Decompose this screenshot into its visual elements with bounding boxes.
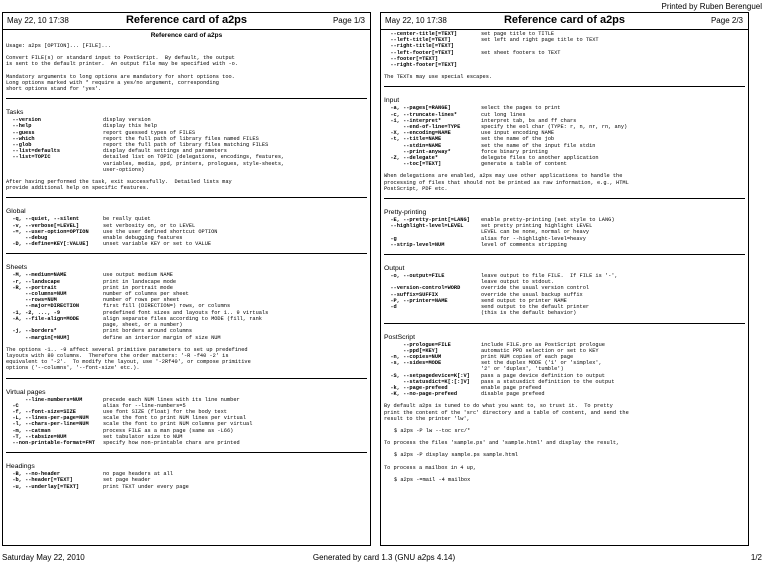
option-description: define an interior margin of size NUM [103, 334, 221, 341]
option-list [6, 216, 367, 247]
option-flag: -i, --interpret* [384, 117, 442, 124]
option-description: set the name of the job [481, 136, 555, 143]
printed-by: Printed by Ruben Berenguel [661, 2, 762, 11]
option-flag: --stdin=NAME [384, 142, 442, 149]
option-description: display version [103, 117, 151, 124]
section-title: Virtual pages [6, 388, 46, 396]
option-flag: --footer[=TEXT] [384, 55, 439, 62]
option-flag: -K, --no-page-prefeed [384, 391, 458, 398]
option-flag: --version-control=WORD [384, 285, 461, 292]
option-flag: -n, --copies=NUM [384, 353, 442, 360]
option-list [384, 273, 745, 316]
option-description: set verbosity on, or to LEVEL [103, 222, 196, 229]
header-title: Reference card of a2ps [503, 14, 626, 26]
option-flag: --ppd[=KEY] [384, 347, 439, 354]
option-list [6, 272, 367, 340]
option-description: automatic PPD selection or set to KEY [481, 347, 599, 354]
section-title: Output [384, 265, 405, 273]
option-description: select the pages to print [481, 105, 561, 112]
option-description: cut long lines [481, 111, 526, 118]
option-description: alias for --line-numbers=5 [103, 402, 186, 409]
section-postscript [384, 334, 745, 398]
option-flag: --columns=NUM [6, 291, 67, 298]
paragraph: To process a mailbox in 4 up, [384, 464, 477, 471]
option-flag: -X, --encoding=NAME [384, 130, 451, 137]
option-description: precede each NUM lines with its line number [103, 396, 240, 403]
option-flag: -c, --truncate-lines* [384, 111, 458, 118]
option-flag: --list=TOPIC [6, 154, 51, 161]
option-flag: --left-footer[=TEXT] [384, 49, 454, 56]
section-headings [6, 463, 367, 490]
option-flag: -q, --quiet, --silent [6, 216, 80, 223]
option-description: display this help [103, 123, 158, 130]
option-flag: -=, --user-option=OPTION [6, 228, 89, 235]
paragraph: The options -1.. -9 affect several primitive parameters to set up predefined layouts with 80 columns. Therefore the order matters: '-R -f40 -2' is equivalent to '-2'. To modify the layout, use '-2Rf40', or compose primitive options ('--columns', '--font-size' etc.). [6, 346, 251, 372]
option-flag: --non-printable-format=FMT [6, 439, 96, 446]
option-description: print NUM copies of each page [481, 353, 574, 360]
option-flag: -a, --pages[=RANGE] [384, 105, 451, 112]
option-flag: --statusdict=K[:[:]V] [384, 378, 470, 385]
section-title: Headings [6, 463, 35, 471]
option-description: detailed list on TOPIC (delegations, encodings, features, variables, media, ppd, printers, prologues, style-sheets, user-options) [103, 154, 285, 173]
option-description: specify how non-printable chars are printed [103, 439, 240, 446]
section-title: Input [384, 97, 400, 105]
option-description: enable page prefeed [481, 384, 542, 391]
code-example: $ a2ps -P lw --toc src/* [394, 427, 471, 434]
option-description: set pretty printing highlight LEVEL LEVEL can be none, normal or heavy [481, 223, 593, 236]
option-flag: -r, --landscape [6, 278, 61, 285]
option-row [384, 304, 745, 316]
option-list [384, 342, 745, 398]
option-description: set tabulator size to NUM [103, 433, 183, 440]
option-flag: --end-of-line=TYPE [384, 124, 461, 131]
header-date: May 22, 10 17:38 [7, 16, 69, 25]
section-divider [6, 452, 367, 453]
page-left [2, 12, 371, 546]
option-flag: -u, --underlay[=TEXT] [6, 483, 80, 490]
option-description: set the name of the input file stdin [481, 142, 596, 149]
option-flag: --list=defaults [6, 148, 61, 155]
option-flag: -Z, --delegate* [384, 155, 439, 162]
option-description: use the user defined shortcut OPTION [103, 228, 218, 235]
section-title: Global [6, 208, 26, 216]
option-flag: -f, --font-size=SIZE [6, 408, 76, 415]
option-list [384, 31, 745, 68]
page-header [381, 13, 748, 30]
option-description: be really quiet [103, 216, 151, 223]
option-description: delegate files to another application [481, 155, 599, 162]
option-description: override the usual backup suffix [481, 291, 583, 298]
option-row [6, 154, 367, 173]
section-input [384, 97, 745, 167]
code-example: $ a2ps -P display sample.ps sample.html [394, 452, 518, 459]
section-divider [384, 86, 745, 87]
option-flag: -T, --tabsize=NUM [6, 433, 67, 440]
option-row [6, 335, 367, 341]
option-description: include FILE.pro as PostScript prologue [481, 341, 605, 348]
section-output [384, 265, 745, 316]
option-flag: --prologue=FILE [384, 341, 451, 348]
option-description: print in portrait mode [103, 284, 173, 291]
section-title: Tasks [6, 109, 24, 117]
section-divider [6, 197, 367, 198]
option-flag: -s, --sides=MODE [384, 360, 442, 367]
paragraph: Convert FILE(s) or standard input to PostScript. By default, the output is sent to the default printer. An output file may be specified with -o. [6, 55, 239, 68]
paragraph: After having performed the task, exit successfully. Detailed lists may provide additional help on specific features. [6, 179, 232, 192]
header-date: May 22, 10 17:38 [385, 16, 447, 25]
paragraph: Mandatory arguments to long options are mandatory for short options too. Long options marked with * require a yes/no argument, corresponding short options stand for 'yes'. [6, 73, 235, 93]
section-title: Sheets [6, 264, 28, 272]
section-sheets [6, 264, 367, 340]
option-flag: -L, --lines-per-page=NUM [6, 415, 89, 422]
option-description: specify the eol char (TYPE: r, n, nr, rn, any) [481, 124, 628, 131]
option-description: report guessed types of FILES [103, 129, 196, 136]
option-row [6, 316, 367, 328]
header-page-number: Page 2/3 [710, 16, 743, 25]
option-flag: --major=DIRECTION [6, 303, 80, 310]
option-description: alias for --highlight-level=heavy [481, 235, 586, 242]
paragraph: Usage: a2ps [OPTION]... [FILE]... [6, 43, 111, 49]
section-divider [384, 198, 745, 199]
option-description: scale the font to print NUM columns per virtual [103, 421, 253, 428]
option-flag: -b, --header[=TEXT] [6, 477, 73, 484]
option-description: align separate files according to MODE (fill, rank page, sheet, or a number) [103, 315, 262, 329]
option-description: no page headers at all [103, 471, 173, 478]
section-divider [384, 323, 745, 324]
option-row [384, 391, 745, 397]
paragraph: When delegations are enabled, a2ps may use other applications to handle the processing of files that should not be printed as raw information, e.g., HTML PostScript, PDF etc. [384, 173, 629, 192]
option-description: set page title to TITLE [481, 31, 555, 37]
option-description: send output to printer NAME [481, 297, 567, 304]
option-row [6, 440, 367, 446]
option-description: generate a table of content [481, 161, 567, 168]
option-description: pass a page device definition to output [481, 372, 605, 379]
option-flag: -d [384, 304, 397, 311]
page-body [384, 31, 745, 543]
option-flag: -j, --borders* [6, 328, 57, 335]
option-flag: -k, --page-prefeed [384, 384, 448, 391]
option-description: unset variable KEY or set to VALUE [103, 241, 212, 248]
option-description: set the duplex MODE ('1' or 'simplex', '2' or 'duplex', 'tumble') [481, 360, 602, 373]
option-flag: -P, --printer=NAME [384, 297, 448, 304]
paragraph: By default a2ps is tuned to do what you want to, so trust it. To pretty print the content of the 'src' directory and a table of content, and send the result to the printer 'lw', [384, 403, 629, 422]
option-description: set left and right page title to TEXT [481, 37, 599, 44]
option-flag: --version [6, 117, 41, 124]
option-flag: --debug [6, 235, 48, 242]
card-subtitle: Reference card of a2ps [150, 32, 223, 39]
footer-sheet-number: 1/2 [750, 553, 762, 562]
option-flag: --right-title[=TEXT] [384, 43, 454, 50]
section-title: PostScript [384, 333, 415, 341]
option-flag: -l, --chars-per-line=NUM [6, 421, 89, 428]
option-description: send output to the default printer (this is the default behavior) [481, 304, 590, 317]
option-description: predefined font sizes and layouts for 1.. 9 virtuals [103, 309, 269, 316]
option-flag: --highlight-level=LEVEL [384, 223, 464, 230]
option-row [384, 360, 745, 372]
option-row [384, 223, 745, 235]
option-description: number of columns per sheet [103, 291, 189, 298]
option-flag: -g [384, 235, 397, 242]
option-description: print borders around columns [103, 328, 193, 335]
section-divider [6, 98, 367, 99]
option-description: number of rows per sheet [103, 297, 180, 304]
option-description: interpret tab, bs and ff chars [481, 117, 577, 124]
option-description: set sheet footers to TEXT [481, 49, 561, 56]
option-description: use input encoding NAME [481, 130, 555, 137]
option-flag: --right-footer[=TEXT] [384, 62, 458, 69]
option-description: level of comments stripping [481, 241, 567, 248]
option-flag: -B, --no-header [6, 471, 61, 478]
option-row [6, 484, 367, 490]
option-flag: -A, --file-align=MODE [6, 315, 80, 322]
code-example: $ a2ps -=mail -4 mailbox [394, 476, 471, 483]
option-description: use font SIZE (float) for the body text [103, 408, 227, 415]
section-divider [6, 378, 367, 379]
option-description: print TEXT under every page [103, 483, 189, 490]
option-description [481, 62, 745, 68]
sheet-footer [0, 553, 768, 565]
option-flag: -E, --pretty-print[=LANG] [384, 217, 470, 224]
option-row [384, 62, 745, 68]
option-description: scale the font to print NUM lines per virtual [103, 415, 247, 422]
option-list [6, 397, 367, 447]
option-flag: --glob [6, 142, 32, 149]
option-flag: --toc[=TEXT] [384, 161, 442, 168]
option-description: force binary printing [481, 148, 548, 155]
page-body [6, 31, 367, 543]
option-description: report the full path of library files matching FILES [103, 142, 269, 149]
option-description: set page header [103, 477, 151, 484]
option-description: override the usual version control [481, 285, 590, 292]
section-pretty-printing [384, 209, 745, 248]
option-description: enable pretty-printing (set style to LANG) [481, 217, 615, 224]
header-title: Reference card of a2ps [125, 14, 248, 26]
footer-date: Saturday May 22, 2010 [2, 553, 85, 562]
section-divider [384, 254, 745, 255]
section-divider [6, 253, 367, 254]
option-row [6, 241, 367, 247]
page-header [3, 13, 370, 30]
option-description: print in landscape mode [103, 278, 177, 285]
option-flag: -t, --title=NAME [384, 136, 442, 143]
paragraph: The TEXTs may use special escapes. [384, 74, 493, 81]
option-flag: -R, --portrait [6, 284, 57, 291]
option-flag: --left-title[=TEXT] [384, 37, 451, 44]
option-flag: --rows=NUM [6, 297, 57, 304]
option-list [6, 471, 367, 490]
option-description: use output medium NAME [103, 272, 173, 279]
option-flag: -D, --define=KEY[:VALUE] [6, 241, 89, 248]
option-flag: --guess [6, 129, 35, 136]
option-flag: --help [6, 123, 32, 130]
option-flag: -m, --catman [6, 427, 51, 434]
option-description: report the full path of library files named FILES [103, 135, 259, 142]
option-row [384, 273, 745, 285]
option-flag: -C [6, 402, 19, 409]
footer-generator: Generated by card 1.3 (GNU a2ps 4.14) [312, 553, 456, 562]
section-tasks [6, 109, 367, 173]
option-flag: --margin[=NUM] [6, 334, 70, 341]
option-flag: -o, --output=FILE [384, 273, 445, 280]
option-description: leave output to file FILE. If FILE is '-', leave output to stdout. [481, 273, 618, 286]
option-list [6, 117, 367, 173]
option-flag: --which [6, 135, 35, 142]
option-flag: --print-anyway* [384, 148, 451, 155]
option-flag: --suffix=SUFFIX [384, 291, 439, 298]
option-row [384, 242, 745, 248]
option-row [384, 161, 745, 167]
header-page-number: Page 1/3 [332, 16, 365, 25]
option-description: process FILE as a man page (same as -L66) [103, 427, 234, 434]
option-flag: --line-numbers=NUM [6, 396, 83, 403]
option-flag: -v, --verbose[=LEVEL] [6, 222, 80, 229]
option-description: pass a statusdict definition to the output [481, 378, 615, 385]
option-description: first fill (DIRECTION=) rows, or columns [103, 303, 231, 310]
option-flag: --strip-level=NUM [384, 241, 445, 248]
section-global [6, 208, 367, 247]
option-description: display default settings and parameters [103, 148, 227, 155]
option-flag: -S, --setpagedevice=K[:V] [384, 372, 470, 379]
page-right [380, 12, 749, 546]
section-virtual-pages [6, 389, 367, 447]
option-flag: -M, --medium=NAME [6, 272, 67, 279]
section-title: Pretty-printing [384, 209, 427, 217]
option-description: disable page prefeed [481, 391, 545, 398]
paragraph: To process the files 'sample.ps' and 'sample.html' and display the result, [384, 440, 620, 447]
option-list [384, 105, 745, 167]
option-list [384, 217, 745, 248]
option-description: enable debugging features [103, 235, 183, 242]
option-flag: -1, -2, ..., -9 [6, 309, 61, 316]
option-flag: --center-title[=TEXT] [384, 31, 458, 37]
